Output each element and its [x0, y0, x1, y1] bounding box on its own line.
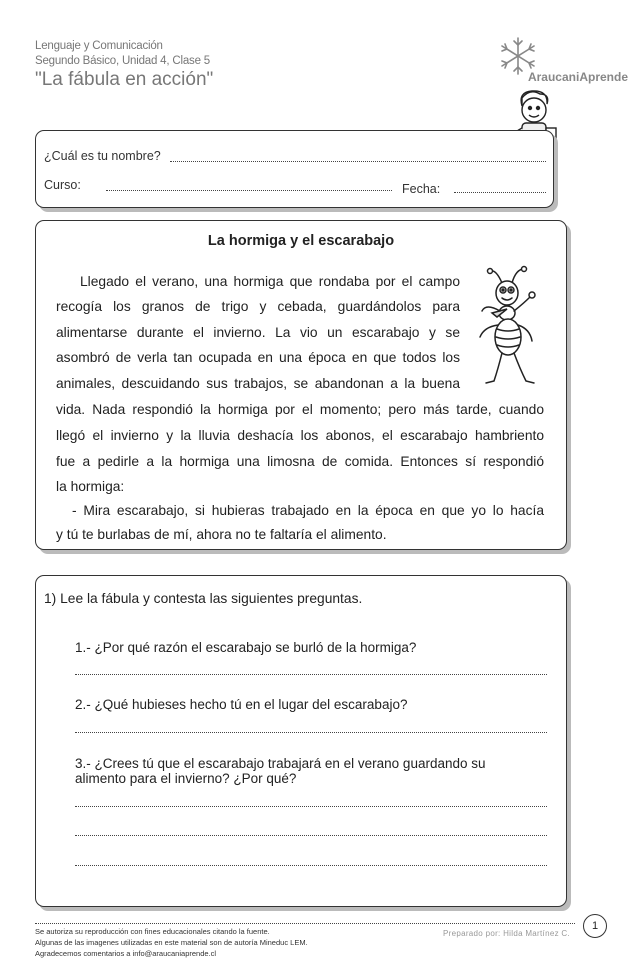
- footer-credits: Algunas de las imagenes utilizadas en este material son de autoría Mineduc LEM.: [35, 938, 308, 947]
- story-title: La hormiga y el escarabajo: [207, 233, 395, 249]
- course-field[interactable]: [106, 190, 392, 191]
- answer-line-2[interactable]: [75, 732, 547, 733]
- story-box: [35, 220, 567, 550]
- ant-illustration-icon: [472, 265, 552, 393]
- story-line: llegó el invierno y la lluvia deshacía los abonos, el escarabajo hambriento: [56, 428, 544, 443]
- story-line: y tú te burlabas de mí, ahora no te faltaría el alimento.: [56, 527, 387, 542]
- unit-label: Segundo Básico, Unidad 4, Clase 5: [35, 55, 210, 67]
- footer-license: Se autoriza su reproducción con fines educacionales citando la fuente.: [35, 927, 270, 936]
- answer-line-3a[interactable]: [75, 806, 547, 807]
- footer-contact: Agradecemos comentarios a info@araucaniaprende.cl: [35, 949, 217, 958]
- answer-line-1[interactable]: [75, 674, 547, 675]
- answer-line-3b[interactable]: [75, 835, 547, 836]
- question-1: 1.- ¿Por qué razón el escarabajo se burló de la hormiga?: [75, 640, 417, 655]
- answer-line-3c[interactable]: [75, 865, 547, 866]
- story-line: fue a pedirle a la hormiga una limosna de comida. Entonces sí respondió: [56, 454, 544, 469]
- name-field[interactable]: [170, 161, 546, 162]
- story-line: vida. Nada respondió la hormiga por el momento; pero más tarde, cuando: [56, 402, 544, 417]
- date-label: Fecha:: [402, 182, 441, 196]
- story-line: la hormiga:: [56, 479, 125, 494]
- questions-box: [35, 575, 567, 907]
- student-info-box: [35, 130, 554, 208]
- story-line: recogía los granos de trigo y cebada, guardándolos para: [56, 299, 460, 314]
- prepared-by: Preparado por: Hilda Martínez C.: [443, 929, 570, 938]
- date-field[interactable]: [454, 192, 546, 193]
- question-2: 2.- ¿Qué hubieses hecho tú en el lugar del escarabajo?: [75, 697, 408, 712]
- question-3: 3.- ¿Crees tú que el escarabajo trabajará en el verano guardando su alimento para el invierno? ¿Por qué?: [75, 756, 486, 786]
- story-line: Llegado el verano, una hormiga que rondaba por el campo: [80, 274, 460, 289]
- subject-label: Lenguaje y Comunicación: [35, 40, 163, 52]
- instruction-text: 1) Lee la fábula y contesta las siguientes preguntas.: [44, 591, 363, 606]
- story-line: alimentarse durante el invierno. La vio un escarabajo y se: [56, 325, 460, 340]
- course-label: Curso:: [44, 178, 81, 192]
- page-number: 1: [583, 914, 607, 938]
- story-line: animales, descuidando sus trabajos, se abandonan a la buena: [56, 376, 460, 391]
- story-line: asombró de verla tan ocupada en una época en que todos los: [56, 350, 460, 365]
- worksheet-title: "La fábula en acción": [35, 69, 214, 90]
- brand-name: AraucaniAprende: [527, 70, 628, 84]
- footer-divider: [35, 923, 575, 924]
- story-line: - Mira escarabajo, si hubieras trabajado en la época en que yo lo hacía: [72, 503, 544, 518]
- name-label: ¿Cuál es tu nombre?: [44, 149, 161, 163]
